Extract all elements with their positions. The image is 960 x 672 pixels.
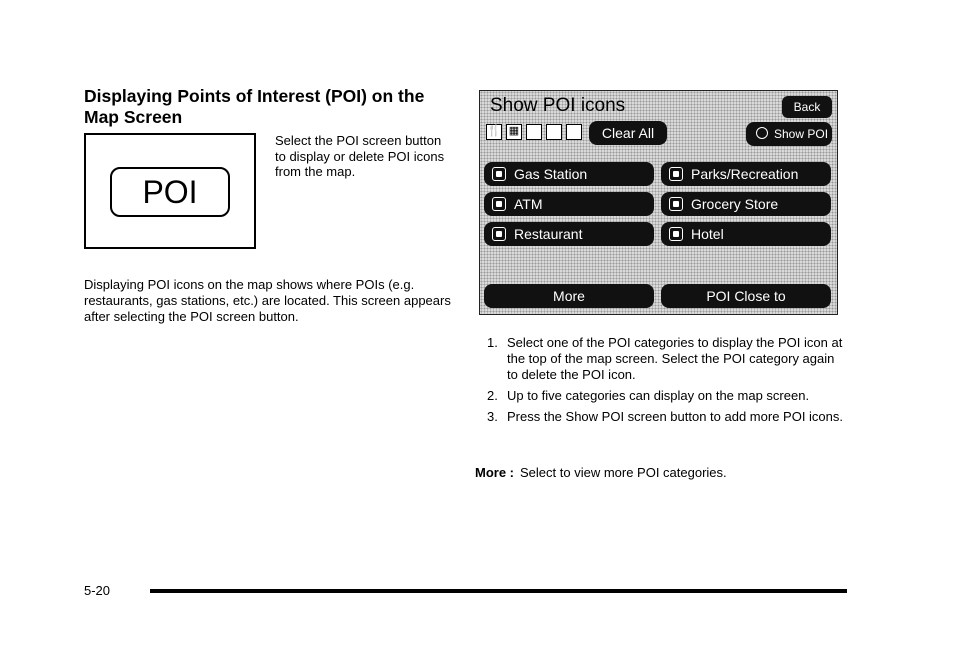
poi-close-to-button[interactable]: POI Close to [661, 284, 831, 308]
category-label: Parks/Recreation [691, 166, 799, 182]
step-text: Press the Show POI screen button to add more POI icons. [507, 409, 844, 424]
poi-button-description: Select the POI screen button to display or delete POI icons from the map. [275, 133, 445, 179]
restaurant-icon [492, 227, 506, 241]
more-term: More : [475, 465, 514, 480]
show-poi-icons-screen [479, 90, 838, 315]
list-item [487, 409, 847, 425]
more-definition [475, 465, 855, 481]
poi-screen-button: POI [110, 167, 230, 217]
radio-circle-icon [756, 127, 768, 139]
category-label: Restaurant [514, 226, 583, 242]
hotel-icon [669, 227, 683, 241]
category-atm[interactable] [484, 192, 654, 216]
more-text: Select to view more POI categories. [520, 465, 727, 480]
more-button[interactable]: More [484, 284, 654, 308]
screen-title: Show POI icons [490, 95, 626, 116]
grocery-store-icon [669, 197, 683, 211]
list-item [487, 335, 847, 383]
poi-slot-4[interactable] [546, 124, 562, 140]
category-grocery-store[interactable] [661, 192, 831, 216]
section-heading: Displaying Points of Interest (POI) on the Map Screen [84, 86, 425, 127]
poi-button-figure [84, 133, 256, 249]
footer-rule [150, 589, 847, 593]
step-text: Select one of the POI categories to display the POI icon at the top of the map screen. Select the POI category again to delete the POI icon. [507, 335, 843, 382]
category-label: Grocery Store [691, 196, 779, 212]
category-label: ATM [514, 196, 543, 212]
parks-icon [669, 167, 683, 181]
poi-slot-1[interactable] [486, 124, 502, 140]
poi-slot-5[interactable] [566, 124, 582, 140]
list-item [487, 388, 847, 404]
page-number: 5-20 [84, 583, 111, 598]
category-label: Gas Station [514, 166, 588, 182]
grocery-icon: ▦ [508, 125, 520, 137]
atm-icon [492, 197, 506, 211]
category-label: Hotel [691, 226, 724, 242]
category-hotel[interactable] [661, 222, 831, 246]
restaurant-icon: 🍴 [487, 125, 501, 137]
step-number: 2. [487, 388, 498, 403]
poi-slot-2[interactable] [506, 124, 522, 140]
show-poi-label: Show POI [774, 127, 829, 141]
clear-all-button[interactable]: Clear All [589, 121, 667, 145]
step-number: 3. [487, 409, 498, 424]
step-number: 1. [487, 335, 498, 350]
category-restaurant[interactable] [484, 222, 654, 246]
category-gas-station[interactable] [484, 162, 654, 186]
back-button[interactable]: Back [782, 96, 832, 118]
show-poi-button[interactable] [746, 122, 832, 146]
steps-list [487, 335, 847, 430]
step-text: Up to five categories can display on the map screen. [507, 388, 810, 403]
poi-slot-3[interactable] [526, 124, 542, 140]
gas-station-icon [492, 167, 506, 181]
category-parks-recreation[interactable] [661, 162, 831, 186]
intro-paragraph: Displaying POI icons on the map shows where POIs (e.g. restaurants, gas stations, etc.) are located. This screen appears after selecting the POI screen button. [84, 277, 451, 324]
